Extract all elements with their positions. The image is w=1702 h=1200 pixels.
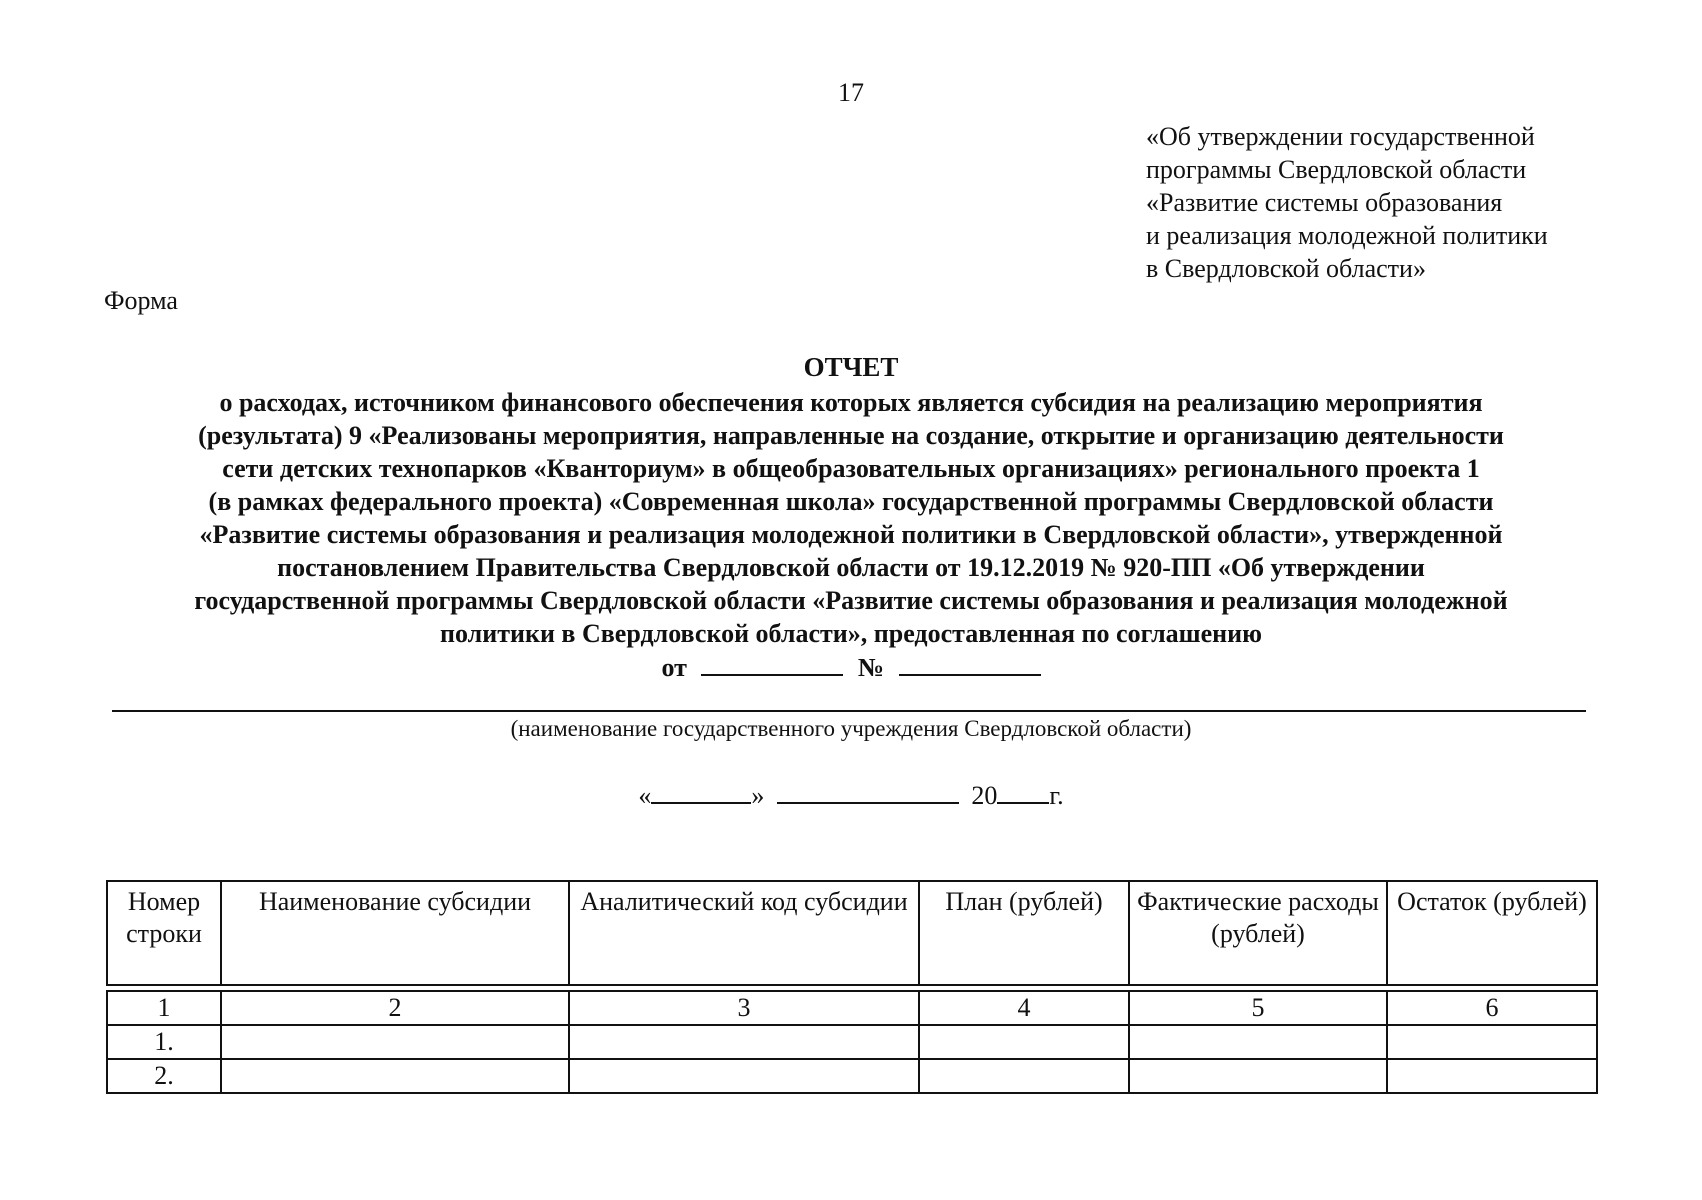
report-description xyxy=(100,386,1602,650)
agreement-date-blank[interactable] xyxy=(701,652,843,676)
table-cell[interactable] xyxy=(569,1025,919,1059)
agreement-number-label: № xyxy=(857,653,885,682)
column-number: 1 xyxy=(107,991,221,1025)
month-blank[interactable] xyxy=(777,780,959,804)
date-close-quote: » xyxy=(751,781,765,810)
table-cell[interactable] xyxy=(569,1059,919,1093)
table-row xyxy=(107,1059,1597,1093)
report-table xyxy=(106,880,1598,1094)
column-number-row xyxy=(107,991,1597,1025)
table-row xyxy=(107,1025,1597,1059)
approval-line: и реализация молодежной политики xyxy=(1146,221,1548,250)
column-number: 5 xyxy=(1129,991,1387,1025)
table-cell[interactable] xyxy=(221,1025,569,1059)
header-analytic-code: Аналитический код субсидии xyxy=(569,881,919,985)
approval-line: «Развитие системы образования xyxy=(1146,188,1503,217)
report-desc-line: (в рамках федерального проекта) «Современная школа» государственной программы Свердловской области xyxy=(208,487,1494,516)
table-cell[interactable] xyxy=(221,1059,569,1093)
report-desc-line: государственной программы Свердловской области «Развитие системы образования и реализация молодежной xyxy=(194,586,1508,615)
report-date-line xyxy=(0,780,1702,811)
table-cell[interactable] xyxy=(919,1025,1129,1059)
approval-line: «Об утверждении государственной xyxy=(1146,122,1535,151)
year-prefix: 20 xyxy=(971,781,998,810)
row-number: 2. xyxy=(107,1059,221,1093)
table-header-row xyxy=(107,881,1597,985)
report-desc-line: (результата) 9 «Реализованы мероприятия, направленные на создание, открытие и организацию деятельности xyxy=(198,421,1504,450)
report-desc-line: о расходах, источником финансового обеспечения которых является субсидия на реализацию мероприятия xyxy=(219,388,1483,417)
header-subsidy-name: Наименование субсидии xyxy=(221,881,569,985)
approval-line: программы Свердловской области xyxy=(1146,155,1527,184)
agreement-line xyxy=(0,652,1702,683)
organization-name-line[interactable] xyxy=(112,710,1586,712)
report-desc-line: политики в Свердловской области», предоставленная по соглашению xyxy=(440,619,1262,648)
column-number: 2 xyxy=(221,991,569,1025)
year-blank[interactable] xyxy=(997,780,1049,804)
header-row-number: Номер строки xyxy=(107,881,221,985)
column-number: 4 xyxy=(919,991,1129,1025)
table-cell[interactable] xyxy=(1129,1059,1387,1093)
table-cell[interactable] xyxy=(1387,1025,1597,1059)
report-desc-line: постановлением Правительства Свердловской области от 19.12.2019 № 920-ПП «Об утверждении xyxy=(277,553,1425,582)
table-cell[interactable] xyxy=(1129,1025,1387,1059)
table-cell[interactable] xyxy=(919,1059,1129,1093)
header-actual-expenses: Фактические расходы (рублей) xyxy=(1129,881,1387,985)
form-label: Форма xyxy=(104,286,178,315)
agreement-number-blank[interactable] xyxy=(899,652,1041,676)
row-number: 1. xyxy=(107,1025,221,1059)
header-balance: Остаток (рублей) xyxy=(1387,881,1597,985)
column-number: 3 xyxy=(569,991,919,1025)
approval-reference xyxy=(1146,120,1666,285)
date-open-quote: « xyxy=(638,781,652,810)
column-number: 6 xyxy=(1387,991,1597,1025)
agreement-from-label: от xyxy=(661,653,687,682)
day-blank[interactable] xyxy=(651,780,751,804)
table-cell[interactable] xyxy=(1387,1059,1597,1093)
report-desc-line: «Развитие системы образования и реализация молодежной политики в Свердловской области», утвержденной xyxy=(199,520,1503,549)
report-title: ОТЧЕТ xyxy=(803,352,899,382)
organization-caption: (наименование государственного учреждения Свердловской области) xyxy=(510,716,1192,741)
page-number: 17 xyxy=(838,78,864,107)
year-suffix: г. xyxy=(1049,781,1064,810)
approval-line: в Свердловской области» xyxy=(1146,254,1426,283)
header-plan: План (рублей) xyxy=(919,881,1129,985)
report-desc-line: сети детских технопарков «Кванториум» в общеобразовательных организациях» регионального проекта 1 xyxy=(222,454,1480,483)
